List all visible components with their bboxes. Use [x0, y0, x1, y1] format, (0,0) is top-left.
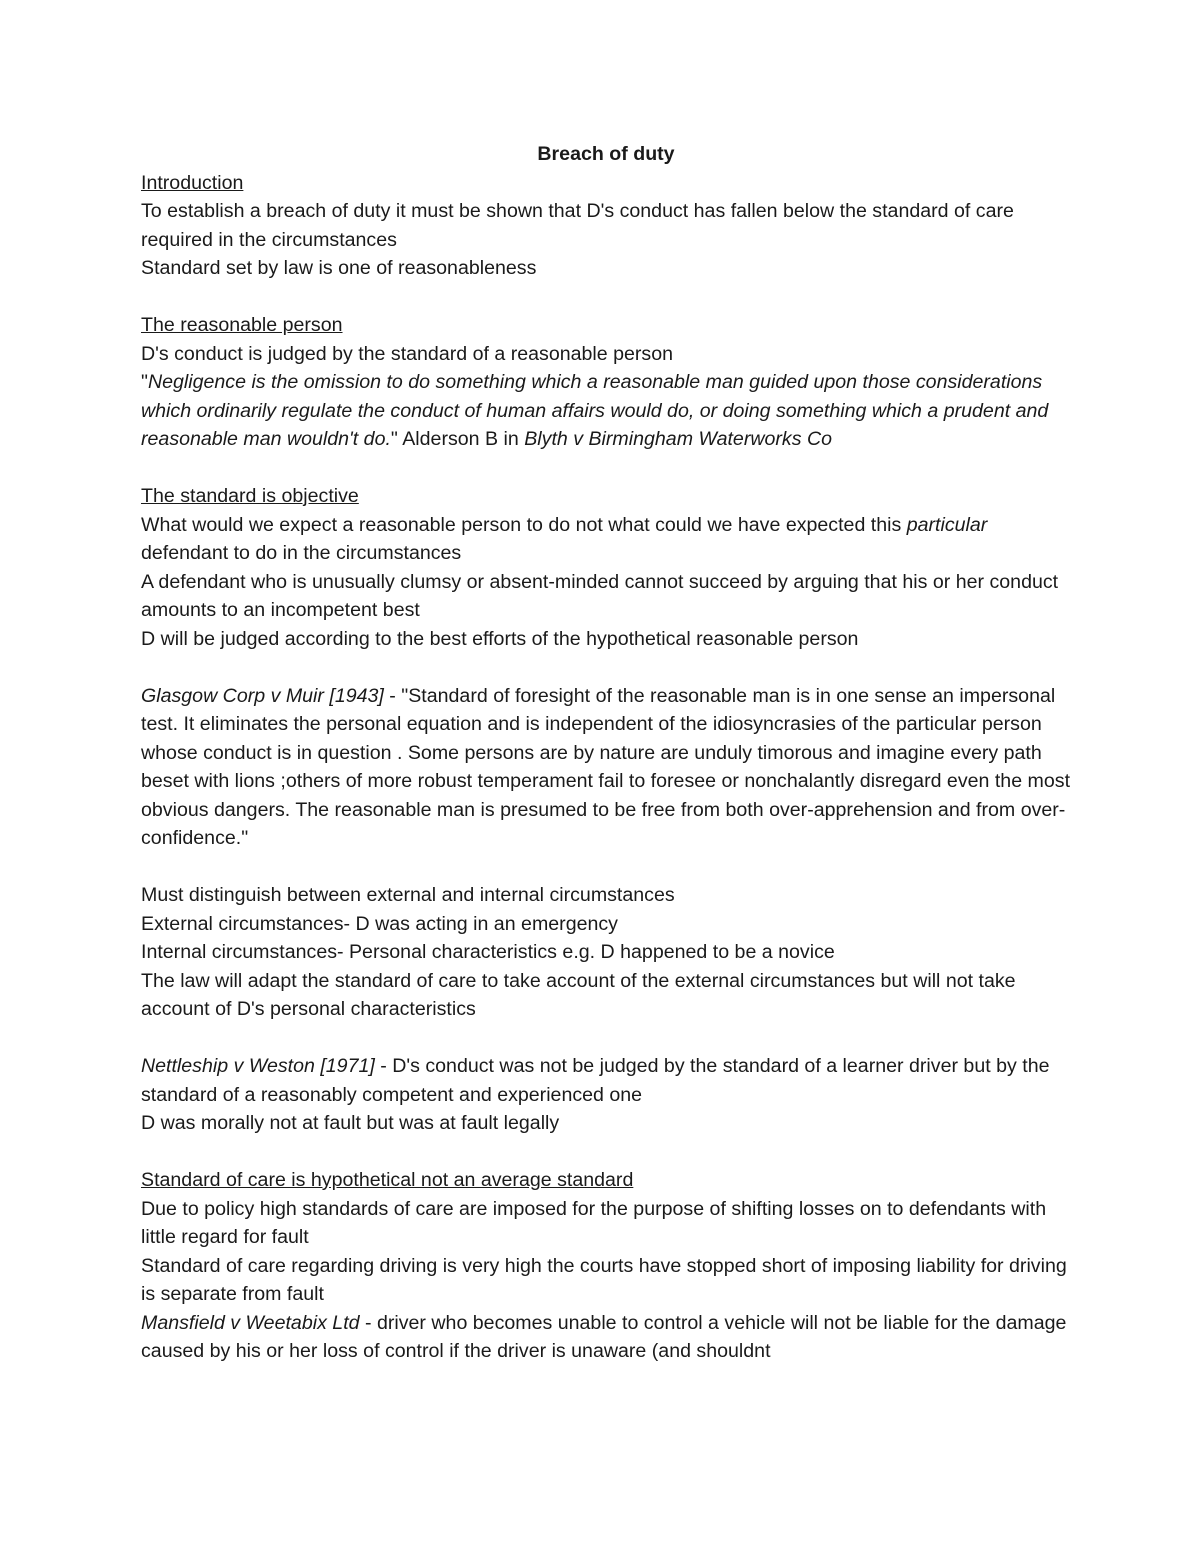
quote-paragraph: [141, 368, 1071, 454]
paragraph: To establish a breach of duty it must be shown that D's conduct has fallen below the standard of care required in the circumstances: [141, 200, 1014, 251]
quote-text: Negligence is the omission to do something which a reasonable man guided upon those considerations which ordinarily regulate the conduct of human affairs would do, or doing something which a prudent and reasonable man wouldn't do.: [141, 371, 1049, 450]
case-name: Nettleship v Weston [1971]: [141, 1055, 375, 1077]
paragraph: Due to policy high standards of care are imposed for the purpose of shifting losses on to defendants with little regard for fault: [141, 1197, 1047, 1248]
spacer: [141, 1138, 1071, 1167]
case-name: Mansfield v Weetabix Ltd: [141, 1311, 360, 1334]
document-body: [141, 140, 1071, 1366]
emphasis: particular: [906, 513, 988, 536]
case-text: - driver who becomes unable to control a vehicle will not be liable for the damage caused by his or her loss of control if the driver is unaware (and shouldnt: [141, 1311, 1067, 1362]
quote-attribution: " Alderson B in: [390, 428, 525, 450]
case-paragraph-glasgow: [141, 682, 1071, 853]
paragraph: Must distinguish between external and internal circumstances: [141, 884, 675, 906]
spacer: [141, 653, 1071, 682]
spacer: [141, 454, 1071, 483]
case-text: - D's conduct was not be judged by the standard of a learner driver but by the standard of a reasonably competent and experienced one: [141, 1055, 1050, 1106]
section-heading-objective: The standard is objective: [141, 485, 359, 507]
section-heading-hypothetical: Standard of care is hypothetical not an average standard: [141, 1169, 634, 1191]
spacer: [141, 1024, 1071, 1053]
paragraph: D was morally not at fault but was at fault legally: [141, 1112, 560, 1134]
spacer: [141, 853, 1071, 882]
paragraph: A defendant who is unusually clumsy or absent-minded cannot succeed by arguing that his or her conduct amounts to an incompetent best: [141, 570, 1059, 621]
case-name: Glasgow Corp v Muir [1943]: [141, 684, 384, 707]
paragraph: D's conduct is judged by the standard of a reasonable person: [141, 342, 674, 365]
paragraph: Standard set by law is one of reasonableness: [141, 257, 537, 279]
spacer: [141, 283, 1071, 312]
section-heading-introduction: Introduction: [141, 171, 244, 194]
case-name: Blyth v Birmingham Waterworks Co: [524, 428, 833, 450]
case-paragraph-mansfield: [141, 1309, 1071, 1366]
case-paragraph-nettleship: [141, 1052, 1071, 1109]
quote-open: ": [141, 371, 148, 393]
paragraph: [141, 511, 1071, 568]
paragraph: The law will adapt the standard of care to take account of the external circumstances but will not take account of D's personal characteristics: [141, 969, 1016, 1020]
paragraph: Internal circumstances- Personal characteristics e.g. D happened to be a novice: [141, 941, 835, 963]
case-text: - "Standard of foresight of the reasonable man is in one sense an impersonal test. It eliminates the personal equation and is independent of the idiosyncrasies of the particular person whose conduct is in question . Some persons are by nature are unduly timorous and imagine every path beset with lions ;others of more robust temperament fail to foresee or nonchalantly disregard even the most obvious dangers. The reasonable man is presumed to be free from both over-apprehension and from over-confidence.": [141, 684, 1071, 849]
document-title: Breach of duty: [537, 143, 675, 165]
paragraph: External circumstances- D was acting in an emergency: [141, 912, 618, 935]
text-run: defendant to do in the circumstances: [141, 542, 462, 564]
section-heading-reasonable-person: The reasonable person: [141, 314, 343, 336]
paragraph: D will be judged according to the best efforts of the hypothetical reasonable person: [141, 627, 859, 650]
text-run: What would we expect a reasonable person to do not what could we have expected this: [141, 513, 907, 536]
paragraph: Standard of care regarding driving is very high the courts have stopped short of imposing liability for driving is separate from fault: [141, 1254, 1067, 1305]
